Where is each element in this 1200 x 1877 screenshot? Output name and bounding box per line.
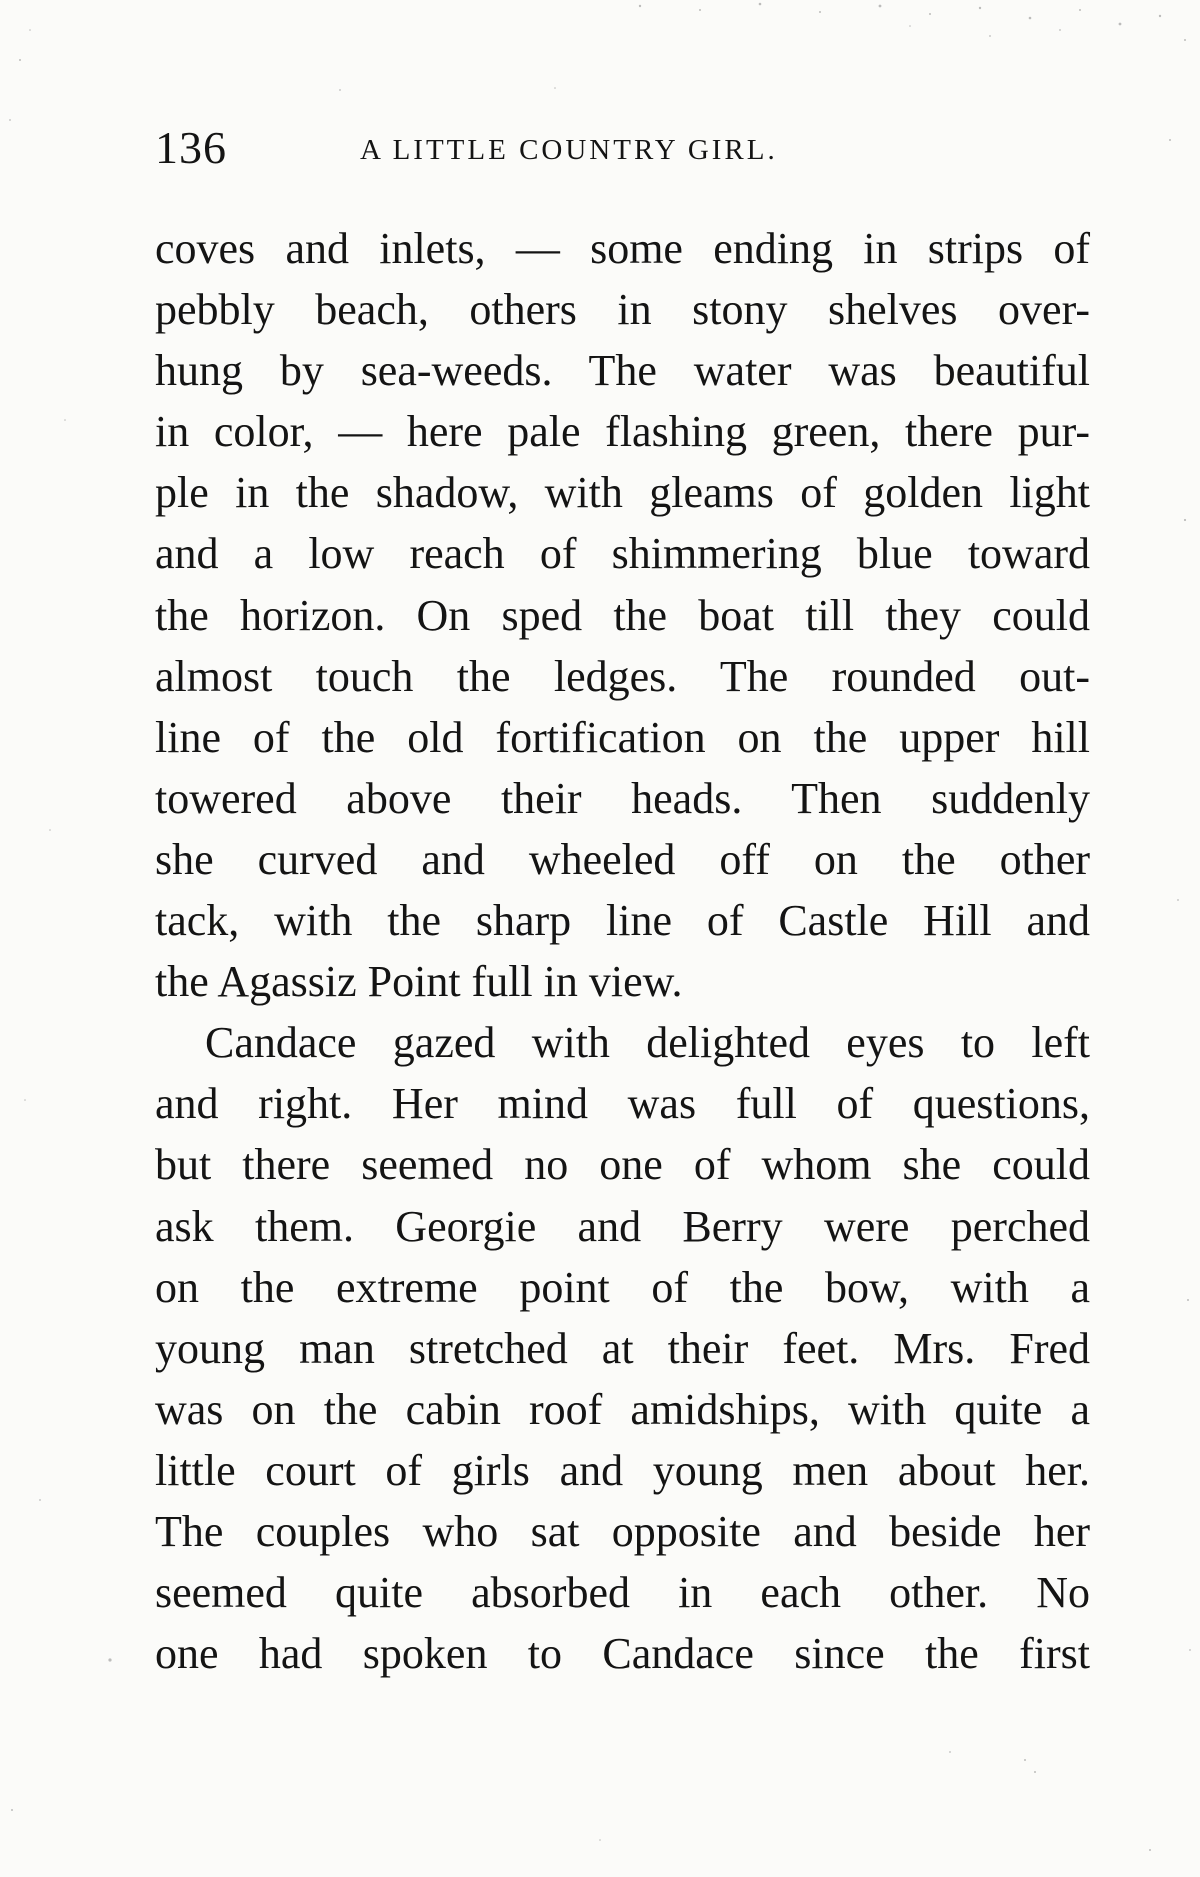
text-line: almost touch the ledges. The rounded out- [155, 651, 1090, 701]
text-line: on the extreme point of the bow, with a [155, 1262, 1090, 1312]
page-number: 136 [155, 122, 227, 173]
text-line: in color, — here pale flashing green, there pur- [155, 407, 1090, 457]
body-text [155, 218, 1090, 1684]
text-line: one had spoken to Candace since the first [155, 1629, 1090, 1679]
text-line: line of the old fortification on the upper hill [155, 712, 1090, 762]
text-line: pebbly beach, others in stony shelves over- [155, 285, 1090, 335]
text-line: hung by sea-weeds. The water was beautiful [155, 346, 1090, 396]
text-line: little court of girls and young men about her. [155, 1445, 1090, 1495]
text-line: seemed quite absorbed in each other. No [155, 1568, 1090, 1618]
page-header [155, 118, 1090, 178]
text-line: the Agassiz Point full in view. [155, 957, 683, 1007]
text-line: was on the cabin roof amidships, with quite a [155, 1384, 1090, 1434]
text-line: towered above their heads. Then suddenly [155, 773, 1090, 823]
text-line: but there seemed no one of whom she could [155, 1140, 1090, 1190]
text-line: ask them. Georgie and Berry were perched [155, 1201, 1090, 1251]
paragraph-2 [155, 1012, 1090, 1684]
text-line: the horizon. On sped the boat till they could [155, 590, 1090, 640]
text-line: and a low reach of shimmering blue toward [155, 529, 1090, 579]
text-line: Candace gazed with delighted eyes to left [205, 1018, 1090, 1068]
text-line: ple in the shadow, with gleams of golden light [155, 468, 1090, 518]
text-line: coves and inlets, — some ending in strips of [155, 224, 1090, 273]
text-line: and right. Her mind was full of questions, [155, 1079, 1090, 1129]
running-title: A LITTLE COUNTRY GIRL. [360, 134, 778, 166]
text-line: tack, with the sharp line of Castle Hill and [155, 896, 1090, 946]
paragraph-1 [155, 218, 1090, 1012]
text-line: The couples who sat opposite and beside her [155, 1506, 1090, 1556]
text-line: young man stretched at their feet. Mrs. Fred [155, 1323, 1090, 1373]
text-line: she curved and wheeled off on the other [155, 834, 1090, 884]
